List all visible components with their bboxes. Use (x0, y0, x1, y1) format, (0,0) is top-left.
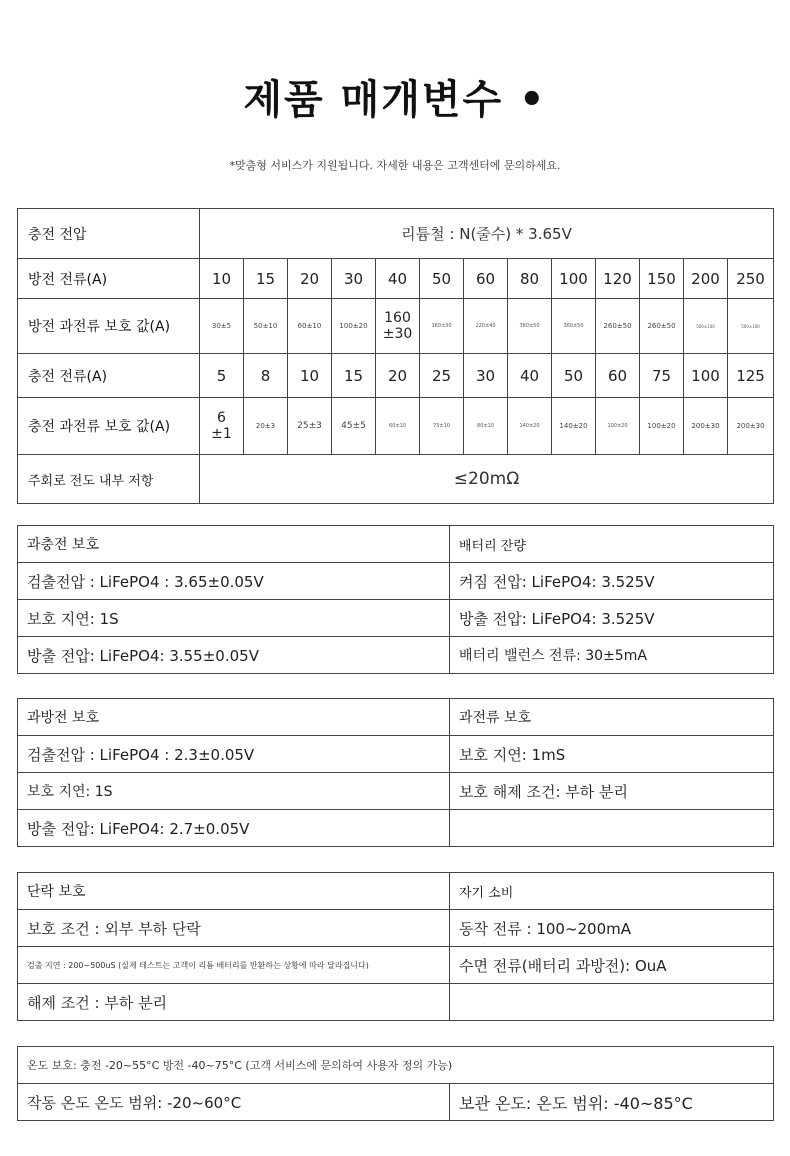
charge-current-row (18, 354, 774, 398)
table-cell: 160 ±30 (376, 299, 420, 354)
table-cell: 보호 해제 조건: 부하 분리 (450, 773, 774, 810)
discharge-current-label: 방전 전류(A) (18, 259, 200, 299)
self-consumption-title: 자기 소비 (450, 873, 774, 910)
overcharge-title: 과충전 보호 (18, 526, 450, 563)
table-row (18, 910, 774, 947)
table-cell: 검출전압 : LiFePO4 : 2.3±0.05V (18, 736, 450, 773)
table-cell: 수면 전류(배터리 과방전): OuA (450, 947, 774, 984)
table-cell: 250 (728, 259, 774, 299)
table-cell: 켜짐 전압: LiFePO4: 3.525V (450, 563, 774, 600)
table-cell: 15 (244, 259, 288, 299)
discharge-overcurrent-row (18, 299, 774, 354)
table-cell: 60 (596, 354, 640, 398)
table-cell: 보호 지연: 1S (18, 773, 450, 810)
temperature-table (17, 1046, 774, 1121)
table-cell: 220±40 (464, 299, 508, 354)
main-circuit-row (18, 455, 774, 504)
group-header-row (18, 699, 774, 736)
table-cell: 40 (376, 259, 420, 299)
table-cell: 150 (640, 259, 684, 299)
table-cell: 보호 지연: 1S (18, 600, 450, 637)
discharge-current-row (18, 259, 774, 299)
table-cell (450, 984, 774, 1021)
discharge-overcurrent-label: 방전 과전류 보호 값(A) (18, 299, 200, 354)
main-circuit-value: ≤20mΩ (200, 455, 774, 504)
table-cell: 50±10 (244, 299, 288, 354)
table-cell: 30±5 (200, 299, 244, 354)
charge-overcurrent-label: 충전 과전류 보호 값(A) (18, 398, 200, 455)
charge-overcurrent-row (18, 398, 774, 455)
overdischarge-table (17, 698, 774, 847)
table-row (18, 984, 774, 1021)
overcharge-table (17, 525, 774, 674)
table-cell: 80 (508, 259, 552, 299)
table-cell: 배터리 밸런스 전류: 30±5mA (450, 637, 774, 674)
table-cell: 45±5 (332, 398, 376, 455)
table-cell: 30 (332, 259, 376, 299)
storage-temperature: 보관 온도: 온도 범위: -40~85°C (450, 1084, 774, 1121)
table-cell: 100±20 (596, 398, 640, 455)
table-cell: 75 (640, 354, 684, 398)
table-cell: 15 (332, 354, 376, 398)
table-cell: 75±10 (420, 398, 464, 455)
table-cell: 40 (508, 354, 552, 398)
table-cell: 360±50 (508, 299, 552, 354)
short-circuit-table (17, 872, 774, 1021)
table-cell: 25±3 (288, 398, 332, 455)
table-cell: 검출전압 : LiFePO4 : 3.65±0.05V (18, 563, 450, 600)
table-row (18, 773, 774, 810)
table-cell: 200±30 (728, 398, 774, 455)
table-cell: 50 (552, 354, 596, 398)
table-cell: 100±20 (332, 299, 376, 354)
table-cell: 보호 지연: 1mS (450, 736, 774, 773)
table-cell: 125 (728, 354, 774, 398)
table-cell: 260±50 (596, 299, 640, 354)
table-cell: 60 (464, 259, 508, 299)
table-row (18, 563, 774, 600)
table-row (18, 637, 774, 674)
table-cell: 10 (288, 354, 332, 398)
table-cell: 200±30 (684, 398, 728, 455)
table-cell: 25 (420, 354, 464, 398)
table-cell: 60±10 (288, 299, 332, 354)
table-cell: 해제 조건 : 부하 분리 (18, 984, 450, 1021)
charge-voltage-label: 충전 전압 (18, 209, 200, 259)
table-cell: 140±20 (552, 398, 596, 455)
charge-voltage-row (18, 209, 774, 259)
table-row (18, 600, 774, 637)
table-row (18, 810, 774, 847)
short-circuit-title: 단락 보호 (18, 873, 450, 910)
table-cell: 검출 지연 : 200~500uS (실제 테스트는 고객이 리튬 배터리를 반환하는 상황에 따라 달라집니다) (18, 947, 450, 984)
table-cell: 10 (200, 259, 244, 299)
charge-current-label: 충전 전류(A) (18, 354, 200, 398)
table-cell: 보호 조건 : 외부 부하 단락 (18, 910, 450, 947)
table-cell: 동작 전류 : 100~200mA (450, 910, 774, 947)
table-cell: 6 ±1 (200, 398, 244, 455)
temperature-protection: 온도 보호: 충전 -20~55°C 방전 -40~75°C (고객 서비스에 문의하여 사용자 정의 가능) (18, 1047, 774, 1084)
table-cell: 200 (684, 259, 728, 299)
table-cell: 140±20 (508, 398, 552, 455)
table-cell: 100 (552, 259, 596, 299)
table-cell: 100 (684, 354, 728, 398)
table-cell: 60±10 (376, 398, 420, 455)
overdischarge-title: 과방전 보호 (18, 699, 450, 736)
charge-voltage-value: 리튬철 : N(줄수) * 3.65V (200, 209, 774, 259)
table-cell: 20±3 (244, 398, 288, 455)
page-title: 제품 매개변수 • (243, 77, 547, 123)
table-cell: 500±100 (728, 299, 774, 354)
table-row (18, 1084, 774, 1121)
operating-temperature: 작동 온도 온도 범위: -20~60°C (18, 1084, 450, 1121)
table-cell: 100±20 (640, 398, 684, 455)
table-cell: 5 (200, 354, 244, 398)
group-header-row (18, 526, 774, 563)
table-row (18, 1047, 774, 1084)
page-subtitle: *맞춤형 서비스가 지원됩니다. 자세한 내용은 고객센터에 문의하세요. (229, 159, 561, 172)
table-cell: 방출 전압: LiFePO4: 3.525V (450, 600, 774, 637)
table-cell: 8 (244, 354, 288, 398)
table-row (18, 947, 774, 984)
table-cell: 80±10 (464, 398, 508, 455)
table-cell: 260±50 (640, 299, 684, 354)
overcurrent-title: 과전류 보호 (450, 699, 774, 736)
table-cell: 160±30 (420, 299, 464, 354)
table-cell (450, 810, 774, 847)
table-cell: 360±50 (552, 299, 596, 354)
table-cell: 20 (288, 259, 332, 299)
table-cell: 30 (464, 354, 508, 398)
table-cell: 20 (376, 354, 420, 398)
table-cell: 50 (420, 259, 464, 299)
spec-table (17, 208, 774, 504)
table-cell: 방출 전압: LiFePO4: 3.55±0.05V (18, 637, 450, 674)
table-row (18, 736, 774, 773)
table-cell: 방출 전압: LiFePO4: 2.7±0.05V (18, 810, 450, 847)
battery-level-title: 배터리 잔량 (450, 526, 774, 563)
table-cell: 120 (596, 259, 640, 299)
main-circuit-label: 주회로 전도 내부 저항 (18, 455, 200, 504)
group-header-row (18, 873, 774, 910)
table-cell: 500±100 (684, 299, 728, 354)
